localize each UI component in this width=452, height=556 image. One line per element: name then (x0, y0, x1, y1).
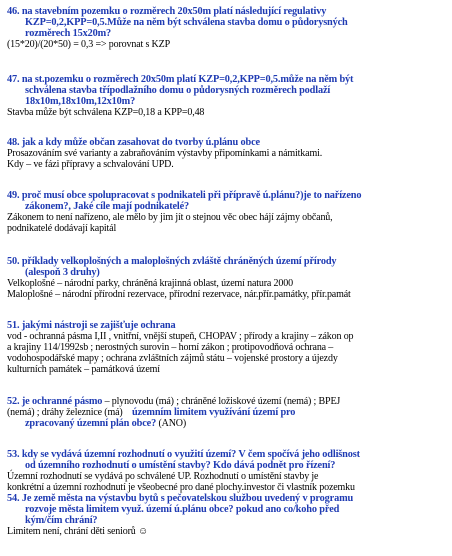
question-51-line-1: 51. jakými nástroji se zajišťuje ochrana (7, 320, 176, 331)
item-52-line-3 (7, 418, 449, 429)
question-52-part-2: územním limitem využívání území pro (131, 407, 296, 418)
answer-53-line-1: Územní rozhodnutí se vydává po schválené UP. Rozhodnutí o umístění stavby je (7, 471, 319, 482)
question-46-line-3: rozměrech 15x20m? (25, 28, 111, 39)
item-54 (7, 493, 449, 537)
answer-51-line-1: vod - ochranná pásma I,II , vnitřní, vnější stupeň, CHOPAV ; přírody a krajiny – zákon op (7, 331, 354, 342)
answer-52-part-3: (ANO) (156, 418, 187, 429)
question-48-line-1: 48. jak a kdy může občan zasahovat do tvorby ú.plánu obce (7, 137, 260, 148)
question-47-line-2: schválena stavba třípodlažního domu o půdorysných rozměrech podlaží (25, 85, 331, 96)
answer-46-line-1: (15*20)/(20*50) = 0,3 => porovnat s KZP (7, 39, 170, 50)
item-46 (7, 6, 449, 50)
item-48 (7, 137, 449, 170)
answer-53-line-2: konkrétní a územní rozhodnutí je všeobecné pro dané plochy.investor či vlastník pozemku (7, 482, 355, 493)
question-46-line-1: 46. na stavebním pozemku o rozměrech 20x50m platí následující regulativy (7, 6, 327, 17)
item-51 (7, 320, 449, 375)
item-49 (7, 190, 449, 234)
question-47-line-3: 18x10m,18x10m,12x10m? (25, 96, 136, 107)
answer-54-line-1: Limitem není, chrání děti seniorů ☺ (7, 526, 149, 537)
question-53-line-2: od územního rozhodnutí o umístění stavby? Kdo dává podnět pro řízení? (25, 460, 336, 471)
question-50-line-1: 50. příklady velkoplošných a maloplošných zvláště chráněných území přírody (7, 256, 337, 267)
answer-52-part-1: – plynovodu (má) ; chráněné ložiskové území (nemá) ; BPEJ (102, 396, 341, 407)
item-47 (7, 74, 449, 118)
question-47-line-1: 47. na st.pozemku o rozměrech 20x50m platí KZP=0,2,KPP=0,5.může na něm být (7, 74, 354, 85)
answer-47-line-1: Stavba může být schválena KZP=0,18 a KPP=0,48 (7, 107, 205, 118)
question-50-line-2: (alespoň 3 druhy) (25, 267, 100, 278)
answer-48-line-2: Kdy – ve fázi přípravy a schvalování UPD. (7, 159, 174, 170)
answer-50-line-1: Velkoplošné – národní parky, chráněná krajinná oblast, území natura 2000 (7, 278, 293, 289)
answer-50-line-2: Maloplošné – národní přírodní rezervace, přírodní rezervace, nár.přír.památky, přír.památ (7, 289, 351, 300)
answer-49-line-1: Zákonem to není nařízeno, ale mělo by jim jít o stejnou věc obec hájí zájmy občanů, (7, 212, 333, 223)
answer-51-line-4: kulturních památek – památková území (7, 364, 160, 375)
question-52-part-3: zpracovaný územní plán obce? (25, 418, 157, 429)
answer-52-part-2: (nemá) ; dráhy železnice (má) (7, 407, 123, 418)
question-49-line-1: 49. proč musí obce spolupracovat s podnikateli při přípravě ú.plánu?)je to nařízeno (7, 190, 362, 201)
question-52-part-1: 52. je ochranné pásmo (7, 396, 103, 407)
item-52-line-2 (7, 407, 449, 418)
question-46-line-2: KZP=0,2,KPP=0,5.Může na něm být schválena stavba domu o půdorysných (25, 17, 348, 28)
answer-49-line-2: podnikatelé dodávají kapitál (7, 223, 117, 234)
question-54-line-1: 54. Je země města na výstavbu bytů s pečovatelskou službou uvedený v programu (7, 493, 354, 504)
question-54-line-2: rozvoje města limitem využ. území ú.plánu obce? pokud ano co/koho před (25, 504, 340, 515)
question-53-line-1: 53. kdy se vydává územní rozhodnutí o využití území? V čem spočívá jeho odlišnost (7, 449, 360, 460)
question-54-line-3: kým/čím chrání? (25, 515, 98, 526)
item-53 (7, 449, 449, 493)
item-52 (7, 396, 449, 429)
item-52-line-1 (7, 396, 449, 407)
answer-51-line-3: vodohospodářské mapy ; ochrana zvláštních zájmů státu – vojenské prostory a újezdy (7, 353, 338, 364)
answer-51-line-2: a krajiny 114/1992sb ; nerostných surovin – horní zákon ; protipovodňová ochrana – (7, 342, 334, 353)
question-49-line-2: zákonem?, Jaké cíle mají podnikatelé? (25, 201, 190, 212)
answer-48-line-1: Prosazováním své varianty a zabraňováním výstavby připomínkami a námitkami. (7, 148, 323, 159)
item-50 (7, 256, 449, 300)
